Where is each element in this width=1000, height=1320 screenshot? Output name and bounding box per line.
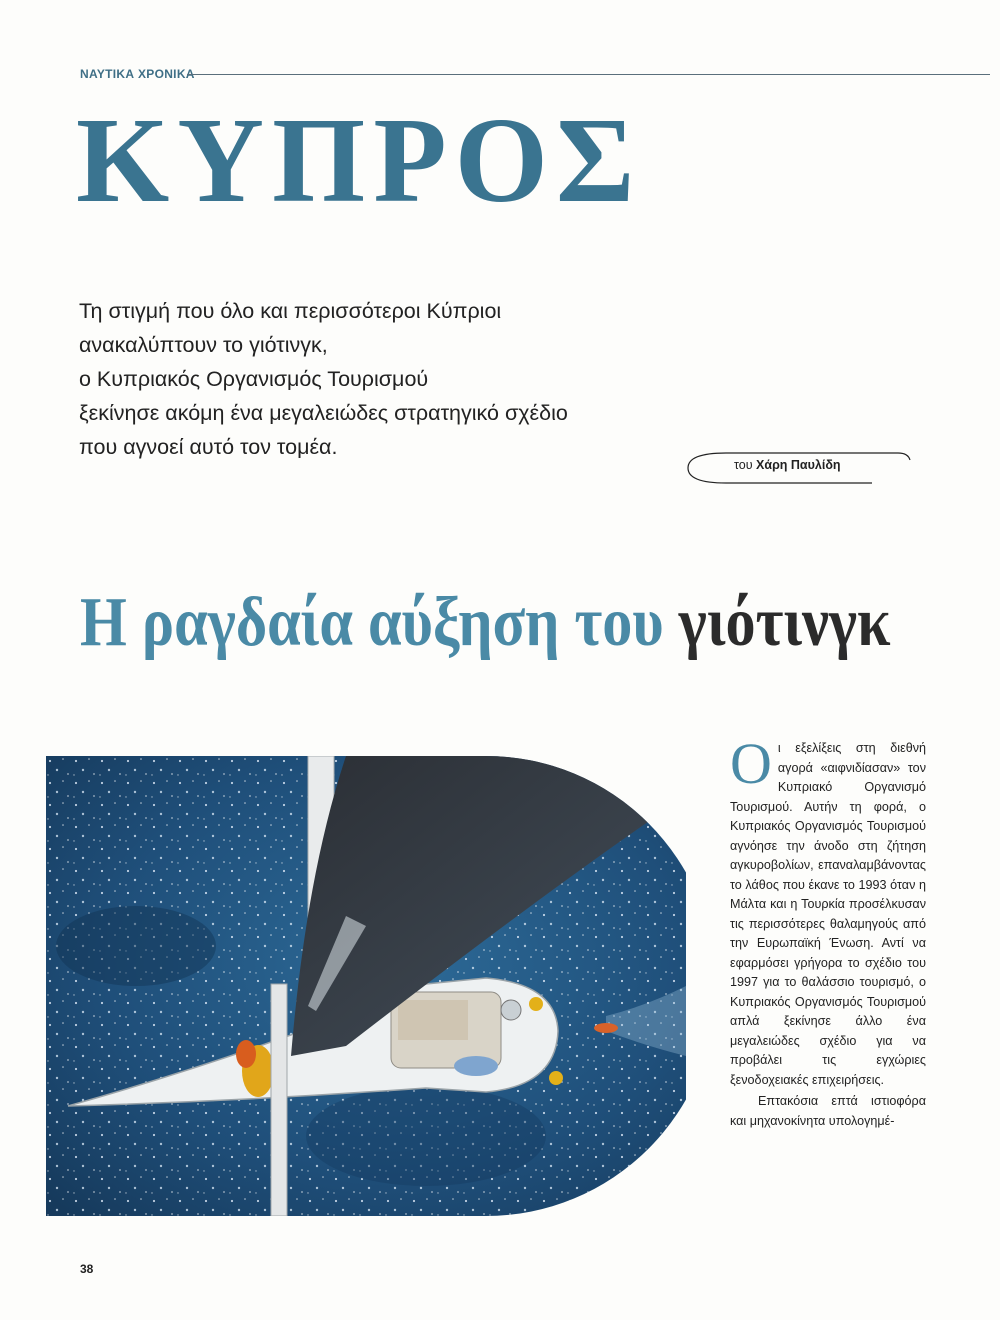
header-rule	[187, 74, 990, 75]
headline-part-blue: Η ραγδαία αύξηση του	[80, 584, 664, 661]
sailboat-photo	[46, 756, 686, 1216]
lede-line: ανακαλύπτουν το γιότινγκ,	[79, 333, 328, 357]
headline-part-dark: γιότινγκ	[678, 584, 891, 661]
lede-line: ξεκίνησε ακόμη ένα μεγαλειώδες στρατηγικό σχέδιο	[79, 401, 568, 425]
lede	[79, 294, 699, 464]
article-body	[730, 731, 926, 1131]
article-paragraph: Επτακόσια επτά ιστιοφόρα και μηχανοκίνητα υπολογημέ-	[730, 1094, 926, 1128]
drop-cap: Ο	[730, 731, 772, 796]
page-number: 38	[80, 1262, 94, 1276]
main-title: ΚΥΠΡΟΣ	[76, 91, 643, 228]
article-paragraph	[730, 731, 926, 1090]
byline-text	[734, 458, 841, 472]
byline-prefix: του	[734, 458, 753, 472]
byline-author: Χάρη Παυλίδη	[756, 458, 841, 472]
headline	[80, 584, 891, 661]
lede-line: Τη στιγμή που όλο και περισσότεροι Κύπριοι	[79, 299, 502, 323]
lede-line: ο Κυπριακός Οργανισμός Τουρισμού	[79, 367, 429, 391]
article-paragraph-text: ι εξελίξεις στη διεθνή αγορά «αιφνιδίασαν» τον Κυπριακό Οργανισμό Τουρισμού. Αυτήν τη φορά, ο Κυπριακός Οργανισμός Τουρισμού αγνόησε την άνοδο στη ζήτηση αγκυροβολίων, επαναλαμβάνοντας το λάθος που έκανε το 1993 όταν η Μάλτα και η Τουρκία προσέλκυσαν τις περισσότερες θαλαμηγούς από την Ευρωπαϊκή Ένωση. Αντί να εφαρμόσει γρήγορα το σχέδιο του 1997 για το θαλάσσιο τουρισμό, ο Κυπριακός Οργανισμός Τουρισμού απλά ξεκίνησε άλλο ένα μεγαλειώδες σχέδιο για να προβάλει τις εγχώριες ξενοδοχειακές επιχειρήσεις.	[730, 741, 926, 1087]
lede-line: που αγνοεί αυτό τον τομέα.	[79, 435, 338, 459]
section-label: ΝΑΥΤΙΚΑ ΧΡΟΝΙΚΑ	[80, 67, 195, 81]
byline	[686, 452, 912, 486]
